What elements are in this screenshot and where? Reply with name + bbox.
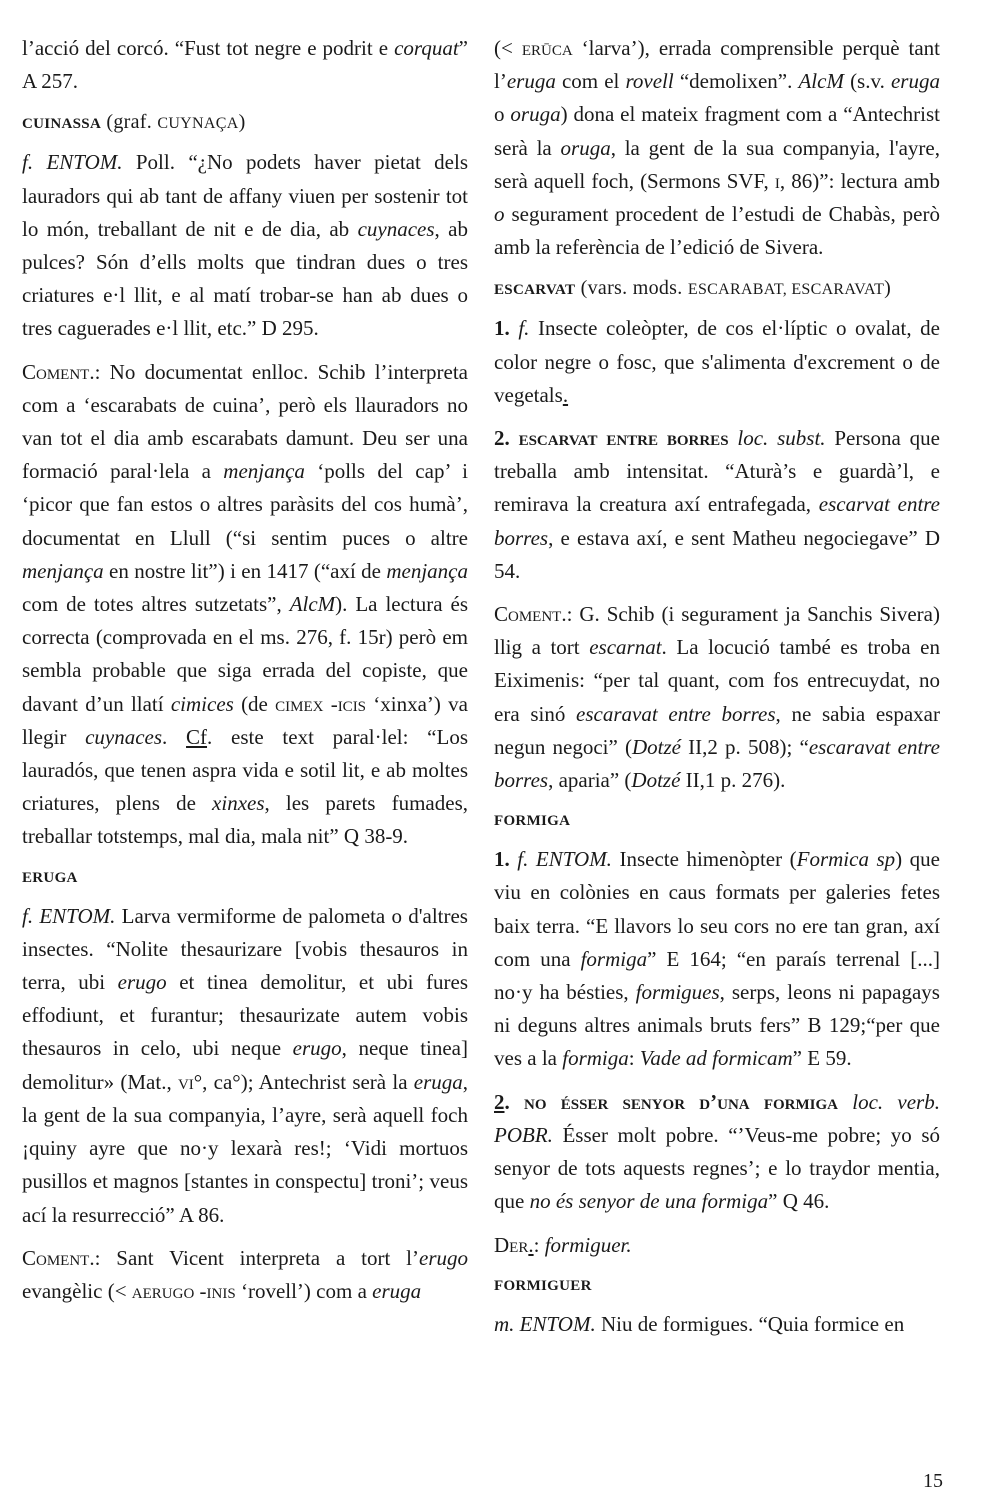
- text: : G. Schib (i segurament ja Sanchis Sivera) llig a tort: [494, 602, 940, 660]
- entry-heading-eruga: [22, 864, 468, 892]
- italic-term: escarnat: [589, 635, 662, 660]
- italic-term: cimices: [170, 691, 234, 716]
- italic-term: escarvat entre borres: [494, 492, 940, 550]
- text: (<: [494, 36, 522, 60]
- text: .: [528, 1232, 534, 1257]
- grammar-label: m. ENTOM.: [494, 1311, 596, 1336]
- text: Niu de formigues. “Quia formice en: [595, 1311, 905, 1336]
- small-caps-term: vi: [177, 1069, 194, 1094]
- sense-escarvat-2: [494, 422, 940, 588]
- text: II,1 p. 276).: [680, 768, 786, 793]
- cf-abbrev: Cf: [186, 724, 208, 749]
- italic-term: formiga: [562, 1046, 629, 1071]
- italic-term: oruga: [560, 135, 611, 160]
- italic-term: cuynaces: [85, 724, 163, 749]
- italic-term: formiguer.: [544, 1232, 632, 1257]
- headword: ERUGA: [22, 869, 78, 886]
- text: .: [562, 382, 569, 407]
- text: ” E 164; “en paraís terrenal [...] no·y ha bésties,: [494, 946, 940, 1005]
- grammar-label: f. ENTOM.: [22, 903, 116, 928]
- text: Ésser molt pobre. “’Veus-me pobre; yo só senyor de tots aquests regnes’; e lo traydor mentia, que: [494, 1122, 940, 1214]
- italic-term: erugo: [419, 1245, 468, 1270]
- text: , neque tinea] demolitur» (Mat.,: [22, 1036, 468, 1094]
- text: : Sant Vicent interpreta a tort l’: [94, 1245, 419, 1270]
- italic-term: Dotzé: [631, 768, 681, 793]
- grammar-label: loc. verb. POBR.: [494, 1089, 940, 1147]
- definition-eruga: [22, 900, 468, 1232]
- text: ) que viu en colònies en caus formats per galeries fetes baix terra. “E llavors lo seu cors no ere tan gran, axí com una: [494, 847, 940, 971]
- grammar-label: loc. subst.: [737, 426, 826, 451]
- italic-term: AlcM: [798, 69, 844, 94]
- italic-term: escaravat entre borres: [494, 734, 940, 793]
- text: , e estava axí, e sent Matheu negociegave” D 54.: [494, 525, 940, 583]
- text: .: [162, 724, 187, 749]
- headword: FORMIGUER: [494, 1277, 592, 1294]
- text: Persona que treballa amb intensitat. “Aturà’s e guardà’l, e remirava la creatura axí entrafegada,: [494, 426, 941, 517]
- text: ). La lectura és correcta (comprovada en el ms. 276, f. 15r) però em sembla probable que siga errada del copiste, que davant d’un llatí: [22, 592, 468, 716]
- right-column: [494, 32, 940, 1351]
- comment-label: Coment.: [22, 359, 95, 384]
- text: : No documentat enlloc. Schib l’interpreta com a ‘escarabats de cuina’, però els llauradors no van tot el dia amb escarabats damunt. Deu ser una formació paral·lela a: [22, 359, 468, 484]
- entry-heading-cuinassa: [22, 108, 468, 138]
- text: .: [504, 1089, 510, 1114]
- sense-formiga-2: [494, 1086, 940, 1219]
- text: II,2 p. 508); “: [680, 734, 809, 759]
- italic-term: formiga: [580, 946, 648, 971]
- headword: ESCARVAT: [494, 282, 576, 299]
- text: ‘polls del cap’ i ‘picor que fan estos o altres paràsits del cos humà’, documentat en Llull (“si sentim puces o altre: [22, 459, 469, 550]
- text: ‘xinxa’) va llegir: [22, 691, 468, 749]
- comment-eruga: [22, 1242, 468, 1308]
- left-column: [22, 32, 468, 1318]
- entry-heading-formiga: [494, 807, 940, 835]
- text: :: [628, 1046, 640, 1071]
- sense-escarvat-1: [494, 312, 940, 412]
- italic-term: no és senyor de una formiga: [529, 1189, 769, 1214]
- comment-label: Coment.: [22, 1245, 95, 1270]
- text: ): [238, 111, 246, 134]
- italic-term: eruga: [506, 69, 556, 94]
- headword: FORMIGA: [494, 813, 571, 830]
- text: , les parets fumades, treballar totstemps, mal dia, mala nit” Q 38-9.: [22, 791, 468, 849]
- italic-term: corquat: [394, 36, 459, 60]
- text: , la gent de la sua companyia, l’ayre, serà aquell foch ¡quiny ayre que no·y lexarà res!; ‘Vidi mortuos pusillos et magnos [stantes in conspectu] troni’; veus ací la resurrecció” A 86.: [22, 1069, 468, 1227]
- italic-term: o: [494, 202, 505, 227]
- italic-term: escaravat entre borres: [576, 701, 776, 726]
- text: “demolixen”.: [673, 69, 799, 94]
- definition-formiguer: [494, 1308, 940, 1341]
- small-caps-term: erūca: [521, 36, 573, 60]
- definition-cuinassa: [22, 146, 468, 345]
- italic-term: menjança: [386, 558, 468, 583]
- text: segurament procedent de l’estudi de Chabàs, però amb la referència de l’edició de Sivera.: [494, 202, 940, 260]
- text: Poll. “¿No podets haver pietat dels lauradors qui ab tant de affany viuen per sostenir tot lo món, treballant de nit e de dia, ab: [22, 150, 468, 241]
- text: ‘larva’), errada comprensible perquè tant l’: [494, 36, 940, 94]
- italic-term: xinxes: [212, 791, 265, 816]
- text: ) dona el mateix fragment com a “Antechrist serà la: [494, 102, 940, 160]
- sense-number: 2.: [494, 426, 510, 451]
- text: (de: [233, 691, 276, 716]
- italic-term: Formica sp: [796, 847, 896, 872]
- derivative-label: Der: [494, 1232, 529, 1257]
- italic-term: erugo: [117, 970, 167, 995]
- text: , serps, leons ni papagays ni deguns altres animals bruts fers” B 129;“per que ves a la: [494, 980, 940, 1071]
- comment-eruga-continued: [494, 32, 940, 264]
- text: com el: [555, 69, 626, 94]
- text: , ne sabia espaxar negun negoci” (: [494, 701, 940, 759]
- small-caps-term: cimex -icis: [275, 691, 367, 716]
- italic-term: rovell: [625, 69, 674, 94]
- text: ” A 257.: [22, 36, 468, 94]
- entry-heading-formiguer: [494, 1272, 940, 1300]
- modern-variants: ESCARABAT, ESCARAVAT: [687, 281, 885, 299]
- italic-term: formigues: [635, 980, 720, 1005]
- italic-term: eruga: [413, 1069, 463, 1094]
- italic-term: Dotzé: [631, 734, 681, 759]
- sense-number: 1.: [494, 847, 510, 872]
- text: °, ca°); Antechrist serà la: [193, 1069, 414, 1094]
- text: . este text paral·lel: “Los lauradós, que tenen aspra vida e sotil lit, e ab moltes criatures, plens de: [22, 724, 468, 816]
- italic-term: eruga: [372, 1278, 422, 1303]
- small-caps-term: aerugo -inis: [131, 1278, 236, 1303]
- small-caps-term: i: [774, 168, 780, 193]
- headword: CUINASSA: [22, 116, 102, 133]
- text: (graf.: [101, 111, 158, 134]
- text: (vars. mods.: [575, 277, 688, 300]
- locution-headword: escarvat entre borres: [518, 426, 729, 451]
- sense-number: 1.: [494, 316, 510, 341]
- comment-escarvat: [494, 598, 940, 797]
- text: ): [884, 277, 892, 300]
- text: , aparia” (: [548, 768, 632, 793]
- text: en nostre lit”) i en 1417 (“axí de: [103, 558, 387, 583]
- text: evangèlic (<: [22, 1278, 132, 1303]
- text: , ab pulces? Són d’ells molts que tindran dues o tres criatures e·l llit, e al matí trobar-se han ab dues o tres caguerades e·l llit, etc.” D 295.: [22, 216, 468, 341]
- text: o: [494, 102, 511, 127]
- graphic-variant: CUYNAÇA: [157, 115, 239, 133]
- italic-term: erugo: [292, 1036, 342, 1061]
- italic-term: eruga: [890, 69, 940, 94]
- text: et tinea demolitur, et ubi fures effodiunt, et furantur; thesaurizate autem vobis thesauros in celo, ubi neque: [22, 970, 469, 1061]
- text: . La locució també es troba en Eiximenis: “per tal quant, com fos entrecuydat, no era sinó: [494, 635, 940, 726]
- italic-term: cuynaces: [357, 216, 435, 241]
- text: :: [533, 1232, 545, 1257]
- text: com de totes altres sutzetats”,: [22, 592, 290, 617]
- paragraph-corco-tail: [22, 32, 468, 98]
- derivatives-formiga: [494, 1229, 940, 1262]
- locution-headword: no ésser senyor d’una formiga: [524, 1089, 839, 1114]
- text: , 86)”: lectura amb: [779, 168, 940, 193]
- text: , la gent de la sua companyia, l'ayre, serà aquell foch, (Sermons SVF,: [494, 135, 941, 193]
- comment-cuinassa: [22, 356, 468, 854]
- italic-term: menjança: [223, 459, 305, 484]
- grammar-label: f. ENTOM.: [517, 847, 612, 872]
- comment-label: Coment.: [494, 602, 567, 627]
- text: Insecte himenòpter (: [611, 847, 797, 872]
- text: ‘rovell’) com a: [235, 1278, 373, 1303]
- sense-number: 2: [494, 1089, 505, 1114]
- text: Insecte coleòpter, de cos el·líptic o ovalat, de color negre o fosc, que s'alimenta d'excrement o de vegetals: [494, 316, 941, 407]
- grammar-label: f. ENTOM.: [22, 150, 123, 175]
- grammar-label: f.: [518, 316, 530, 341]
- italic-term: Vade ad formicam: [639, 1046, 793, 1071]
- italic-term: AlcM: [289, 592, 336, 617]
- text: ” Q 46.: [768, 1189, 830, 1214]
- text: Larva vermiforme de palometa o d'altres insectes. “Nolite thesaurizare [vobis thesauros in terra, ubi: [22, 903, 468, 995]
- italic-term: menjança: [22, 558, 104, 583]
- text: l’acció del corcó. “Fust tot negre e podrit e: [22, 36, 395, 60]
- text: ” E 59.: [792, 1046, 852, 1071]
- italic-term: oruga: [510, 102, 561, 127]
- text: (s.v.: [843, 69, 891, 94]
- entry-heading-escarvat: [494, 274, 940, 304]
- page-number: 15: [923, 1470, 943, 1492]
- sense-formiga-1: [494, 843, 940, 1075]
